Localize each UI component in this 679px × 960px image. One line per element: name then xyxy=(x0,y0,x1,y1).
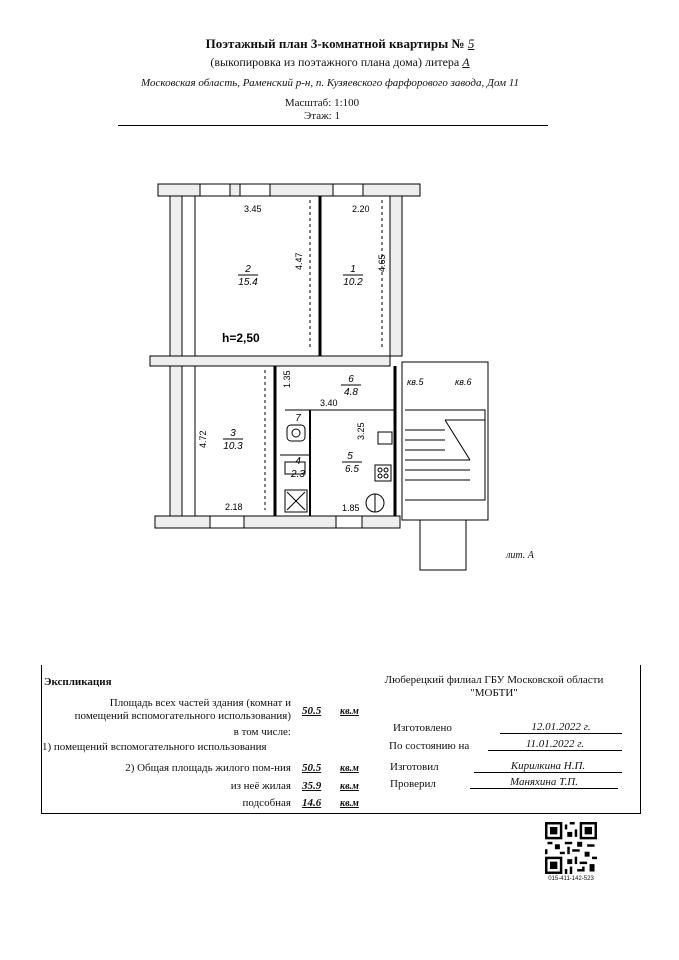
made-date: 12.01.2022 г. xyxy=(500,721,622,734)
utility-label: подсобная xyxy=(242,797,291,809)
wall-left-lower xyxy=(170,366,182,516)
dim-kitchen-length: 3.25 xyxy=(356,422,366,440)
org-name: Люберецкий филиал ГБУ Московской области xyxy=(384,674,604,686)
total-label-line1: Площадь всех частей здания (комнат и xyxy=(109,697,291,709)
dim-room1-length: 4.65 xyxy=(377,254,387,272)
subtitle-text: (выкопировка из поэтажного плана дома) литера xyxy=(210,55,460,69)
checker-name: Маняхина Т.П. xyxy=(470,776,618,789)
address: Московская область, Раменский р-н, п. Кузяевского фарфорового завода, Дом 11 xyxy=(141,77,519,89)
floor: Этаж: 1 xyxy=(304,110,340,122)
room-7-number: 7 xyxy=(295,413,301,424)
living-total-unit: кв.м xyxy=(340,763,359,774)
org-short: "МОБТИ" xyxy=(470,687,518,699)
dim-room2-width: 3.45 xyxy=(244,204,262,214)
dim-room3-width: 2.18 xyxy=(225,502,243,512)
litera-value: А xyxy=(462,55,470,69)
room-6-number: 6 xyxy=(348,374,354,385)
aux-label: 1) помещений вспомогательного использования xyxy=(42,741,267,753)
dim-room3-length: 4.72 xyxy=(198,430,208,448)
living-total-label: 2) Общая площадь жилого пом-ния xyxy=(125,762,291,774)
title-text: Поэтажный план 3-комнатной квартиры № xyxy=(205,36,465,51)
living-total-value: 50.5 xyxy=(302,762,322,774)
apartment-number: 5 xyxy=(467,36,475,51)
room-6-area: 4.8 xyxy=(344,387,358,398)
litera-label: лит. А xyxy=(506,550,534,561)
room-4-area: 2.3 xyxy=(291,469,305,480)
state-label: По состоянию на xyxy=(389,740,470,752)
checker-label: Проверил xyxy=(390,778,436,790)
utility-unit: кв.м xyxy=(340,798,359,809)
room-3-area: 10.3 xyxy=(223,441,243,452)
living-value: 35.9 xyxy=(302,780,322,792)
qr-code xyxy=(545,822,597,874)
neighbor-apt-5: кв.5 xyxy=(407,377,424,387)
maker-label: Изготовил xyxy=(390,761,439,773)
dim-room2-length: 4.47 xyxy=(294,252,304,270)
total-label-line2: помещений вспомогательного использования) xyxy=(74,710,291,722)
scale: Масштаб: 1:100 xyxy=(284,97,360,109)
room-4-number: 4 xyxy=(295,456,301,467)
room-2-number: 2 xyxy=(245,264,251,275)
wall-mid xyxy=(150,356,390,366)
neighbor-apt-6: кв.6 xyxy=(455,377,472,387)
dim-corridor-width: 1.35 xyxy=(282,370,292,388)
wall-left-upper xyxy=(170,196,182,356)
utility-value: 14.6 xyxy=(302,797,322,809)
total-area-unit: кв.м xyxy=(340,706,359,717)
wall-bottom xyxy=(155,516,400,528)
document-id: 015-411-142-523 xyxy=(548,876,594,882)
including-label: в том числе: xyxy=(233,726,291,738)
dim-corridor-length: 3.40 xyxy=(320,398,338,408)
dim-kitchen-width: 1.85 xyxy=(342,503,360,513)
dim-room1-width: 2.20 xyxy=(352,204,370,214)
room-1-number: 1 xyxy=(350,264,356,275)
living-label: из неё жилая xyxy=(230,780,291,792)
explication-title: Экспликация xyxy=(44,676,112,688)
room-3-number: 3 xyxy=(230,428,236,439)
room-5-number: 5 xyxy=(347,451,353,462)
maker-name: Кирилкина Н.П. xyxy=(474,760,622,773)
room-2-area: 15.4 xyxy=(238,277,258,288)
total-area-value: 50.5 xyxy=(302,705,322,717)
room-5-area: 6.5 xyxy=(345,464,359,475)
made-label: Изготовлено xyxy=(393,722,452,734)
living-unit: кв.м xyxy=(340,781,359,792)
ceiling-height: h=2,50 xyxy=(222,331,260,345)
wall-right-upper xyxy=(390,196,402,356)
room-1-area: 10.2 xyxy=(343,277,363,288)
state-date: 11.01.2022 г. xyxy=(488,738,622,751)
wall-top xyxy=(158,184,420,196)
